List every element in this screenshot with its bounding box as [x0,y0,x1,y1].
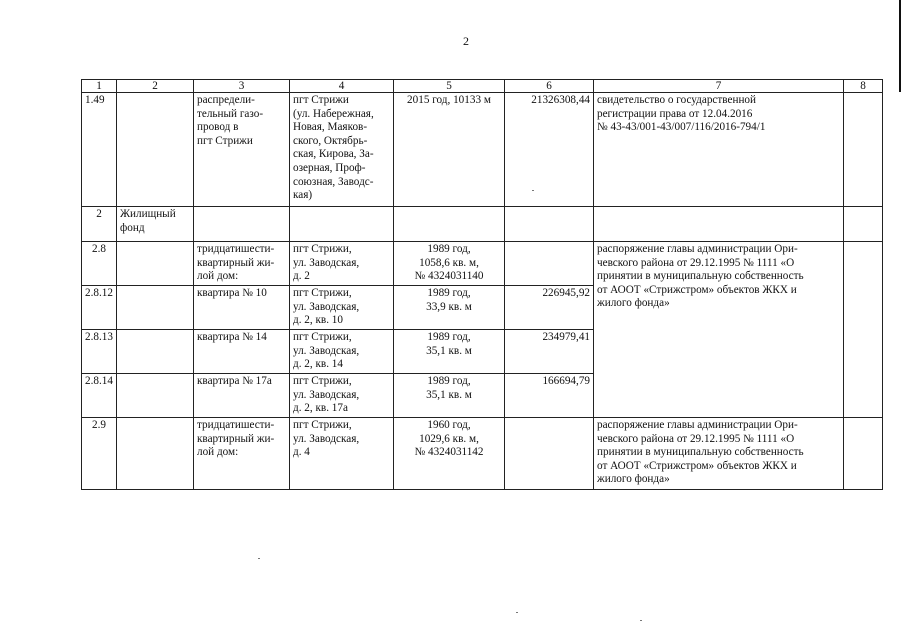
row-category: Жилищный фонд [117,207,194,242]
table-row [82,93,883,207]
object-name: распредели- тельный газо- провод в пгт Стрижи [194,93,290,207]
scan-speck [532,190,534,191]
object-details: 1989 год, 35,1 кв. м [394,374,505,418]
object-address: пгт Стрижи, ул. Заводская, д. 2, кв. 10 [290,286,394,330]
row-number: 2.8.12 [82,286,117,330]
object-address: пгт Стрижи, ул. Заводская, д. 2, кв. 17а [290,374,394,418]
header-cell: 7 [594,80,844,93]
object-value: 226945,92 [505,286,594,330]
object-name: квартира № 14 [194,330,290,374]
row-number: 2 [82,207,117,242]
object-name: тридцатишести- квартирный жи- лой дом: [194,418,290,490]
table-row [82,242,883,286]
row-number: 2.9 [82,418,117,490]
object-details: 1989 год, 1058,6 кв. м, № 4324031140 [394,242,505,286]
row-col8 [844,93,883,207]
table-header-row [82,80,883,93]
object-document: распоряжение главы администрации Ори- чевского района от 29.12.1995 № 1111 «О принятии в муниципальную собственность от АООТ «Стрижстром» объектов ЖКХ и жилого фонда» [594,242,844,418]
object-value: 21326308,44 [505,93,594,207]
table-row [82,418,883,490]
object-details: 1960 год, 1029,6 кв. м, № 4324031142 [394,418,505,490]
row-number: 2.8.14 [82,374,117,418]
object-document: свидетельство о государственной регистрации права от 12.04.2016 № 43-43/001-43/007/116/2016-794/1 [594,93,844,207]
header-cell: 4 [290,80,394,93]
object-address: пгт Стрижи, ул. Заводская, д. 4 [290,418,394,490]
object-address: пгт Стрижи, ул. Заводская, д. 2, кв. 14 [290,330,394,374]
object-value [505,418,594,490]
property-registry-table [81,79,883,490]
object-details: 2015 год, 10133 м [394,93,505,207]
row-number: 1.49 [82,93,117,207]
header-cell: 8 [844,80,883,93]
header-cell: 2 [117,80,194,93]
object-details: 1989 год, 33,9 кв. м [394,286,505,330]
header-cell: 6 [505,80,594,93]
scan-speck [640,620,642,621]
header-cell: 5 [394,80,505,93]
object-name: квартира № 10 [194,286,290,330]
object-value: 166694,79 [505,374,594,418]
page-number: 2 [463,34,469,48]
object-name: тридцатишести- квартирный жи- лой дом: [194,242,290,286]
row-category [117,93,194,207]
header-cell: 1 [82,80,117,93]
object-details: 1989 год, 35,1 кв. м [394,330,505,374]
object-name: квартира № 17а [194,374,290,418]
row-number: 2.8 [82,242,117,286]
object-address: пгт Стрижи, ул. Заводская, д. 2 [290,242,394,286]
row-number: 2.8.13 [82,330,117,374]
header-cell: 3 [194,80,290,93]
scan-speck [258,558,260,559]
object-value: 234979,41 [505,330,594,374]
object-value [505,242,594,286]
scan-edge-mark [899,0,901,92]
table-row [82,207,883,242]
object-address: пгт Стрижи (ул. Набережная, Новая, Маяков- ского, Октябрь- ская, Кирова, За- озерная, Проф- союзная, Заводс- кая) [290,93,394,207]
scan-speck [516,612,518,613]
object-document: распоряжение главы администрации Ори- чевского района от 29.12.1995 № 1111 «О принятии в муниципальную собственность от АООТ «Стрижстром» объектов ЖКХ и жилого фонда» [594,418,844,490]
